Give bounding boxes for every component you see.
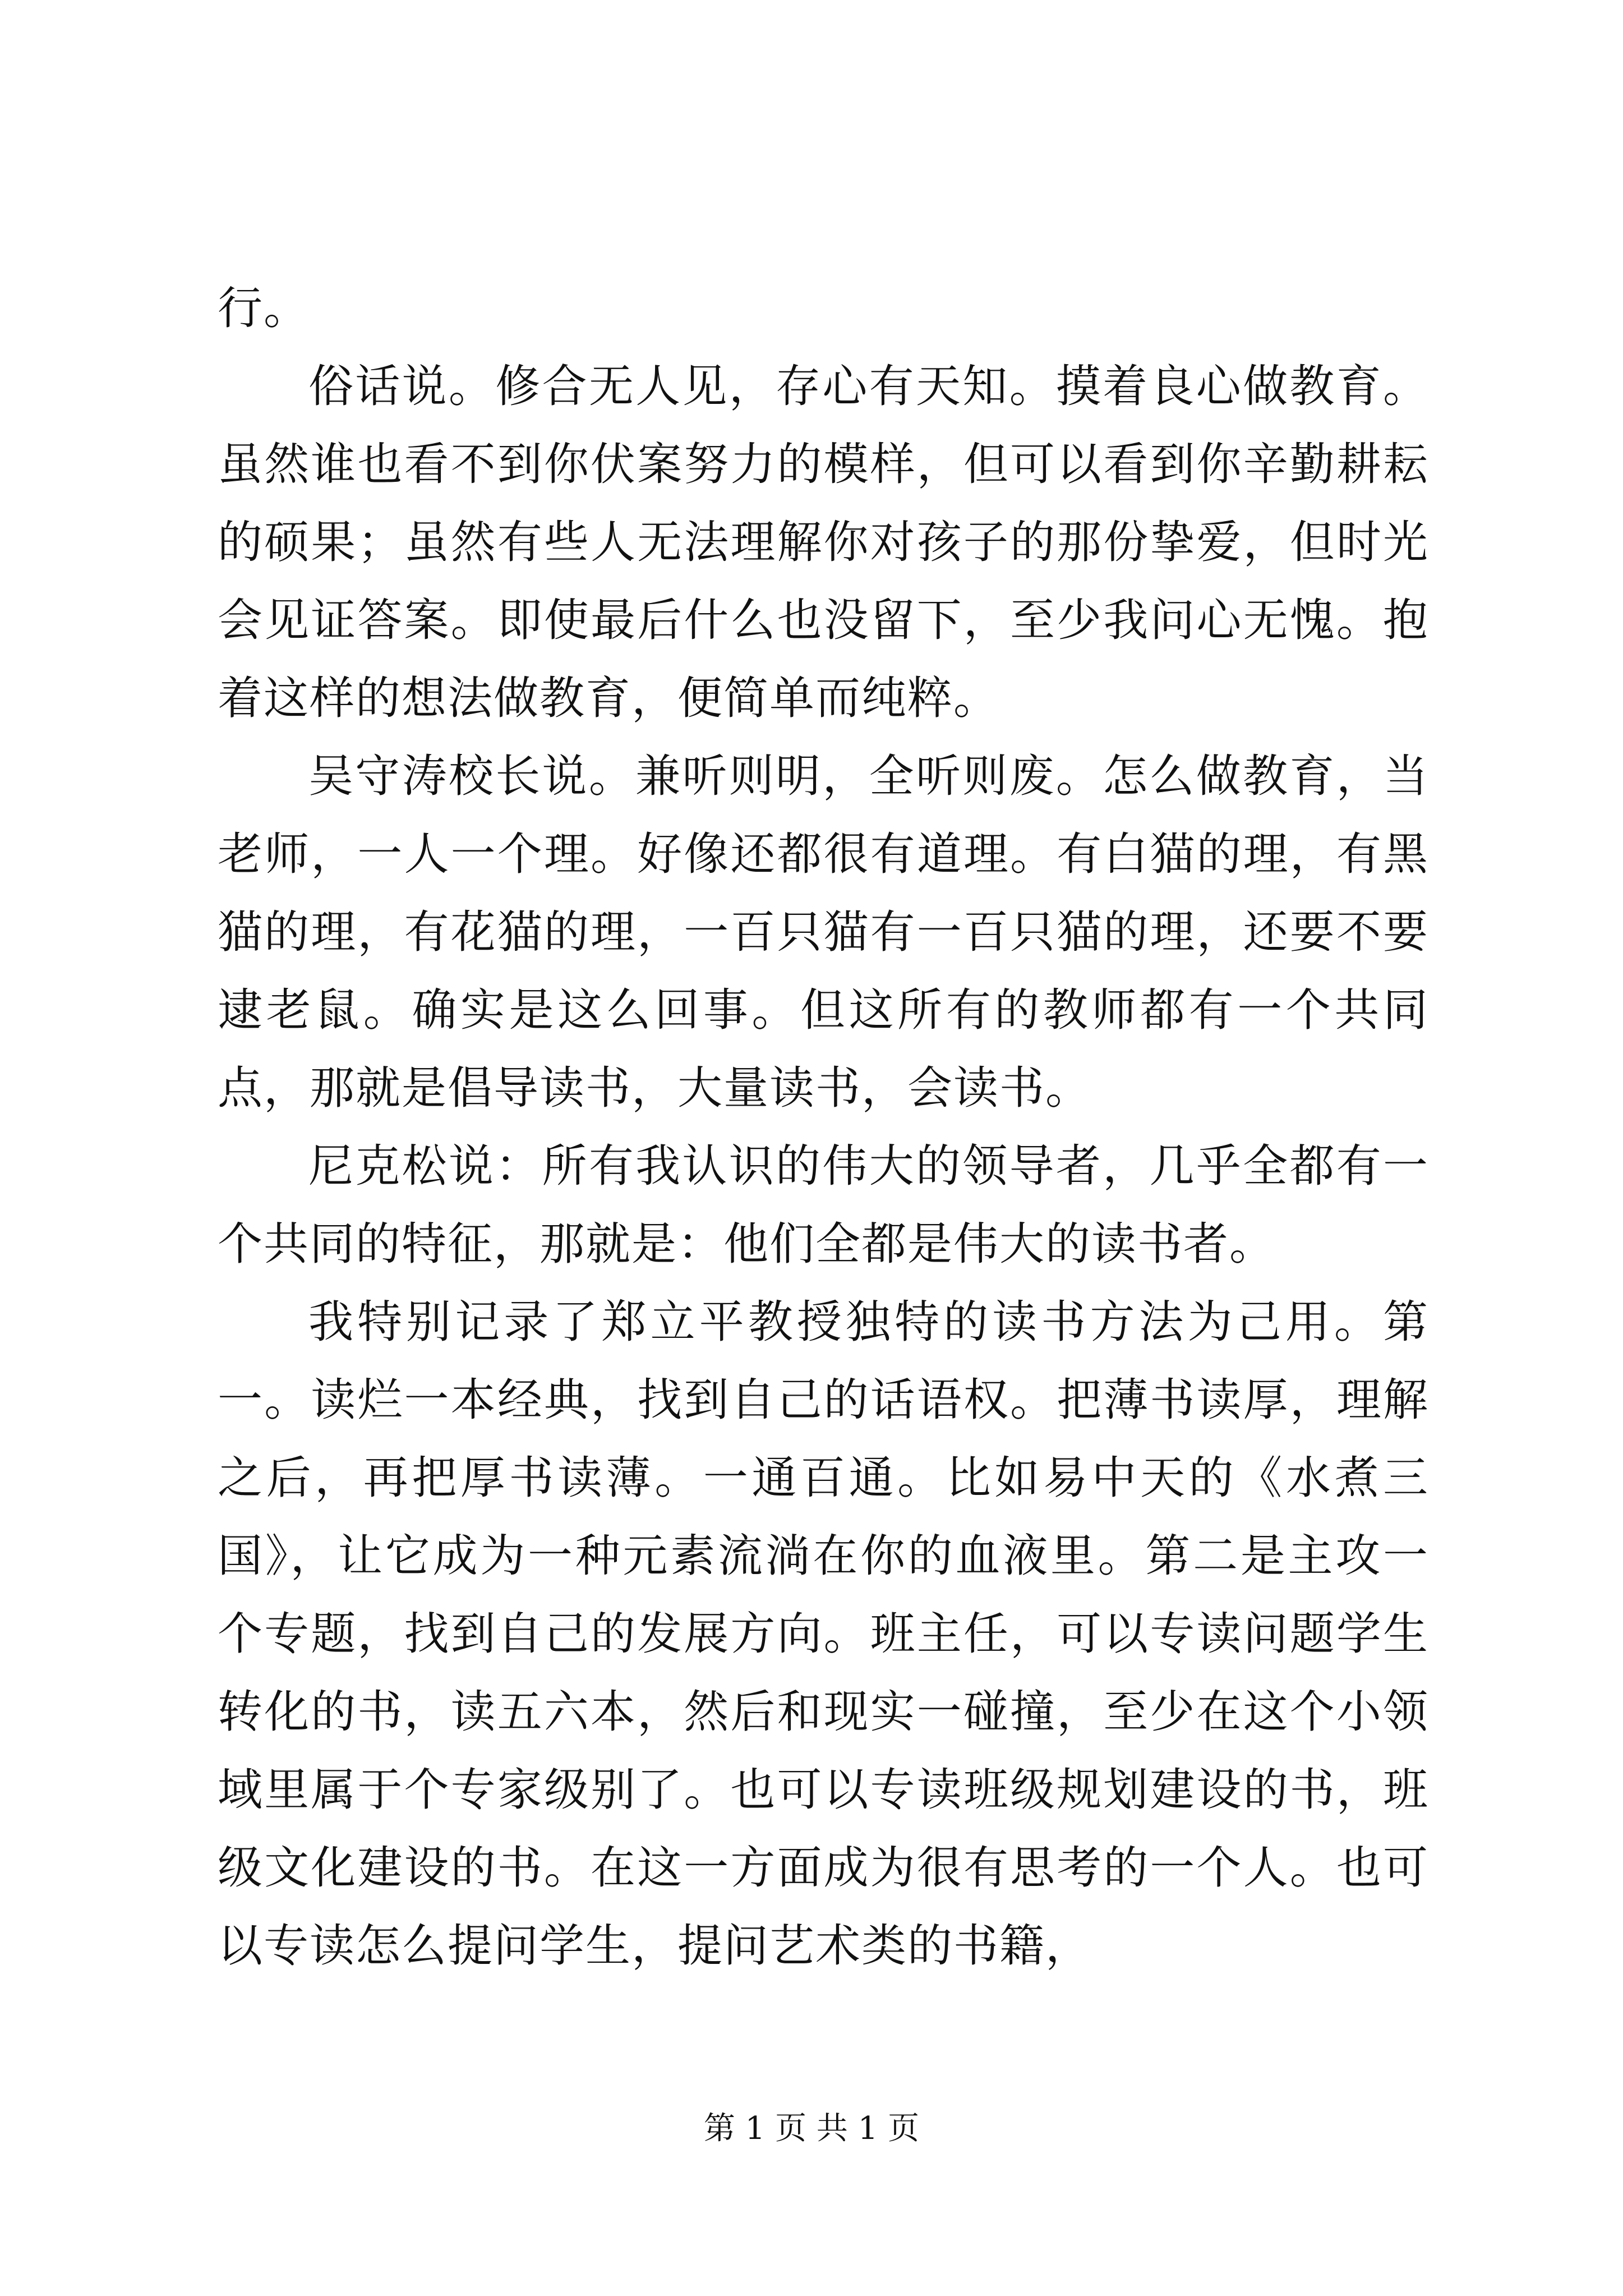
paragraph-3: 吴守涛校长说。兼听则明，全听则废。怎么做教育，当老师，一人一个理。好像还都很有道理。有白猫的理，有黑猫的理，有花猫的理，一百只猫有一百只猫的理，还要不要逮老鼠。确实是这么回事。但这所有的教师都有一个共同点，那就是倡导读书，大量读书，会读书。 bbox=[218, 750, 1429, 1114]
page-number-footer: 第 1 页 共 1 页 bbox=[703, 2110, 920, 2147]
paragraph-2: 俗话说。修合无人见，存心有天知。摸着良心做教育。虽然谁也看不到你伏案努力的模样，但可以看到你辛勤耕耘的硕果；虽然有些人无法理解你对孩子的那份挚爱，但时光会见证答案。即使最后什么也没留下，至少我问心无愧。抱着这样的想法做教育，便简单而纯粹。 bbox=[218, 360, 1429, 724]
document-body bbox=[218, 269, 1429, 1985]
paragraph-4: 尼克松说：所有我认识的伟大的领导者，几乎全都有一个共同的特征，那就是：他们全都是伟大的读书者。 bbox=[218, 1140, 1429, 1270]
paragraph-1: 行。 bbox=[218, 282, 310, 334]
paragraph-5: 我特别记录了郑立平教授独特的读书方法为己用。第一。读烂一本经典，找到自己的话语权。把薄书读厚，理解之后，再把厚书读薄。一通百通。比如易中天的《水煮三国》，让它成为一种元素流淌在你的血液里。第二是主攻一个专题，找到自己的发展方向。班主任，可以专读问题学生转化的书，读五六本，然后和现实一碰撞，至少在这个小领域里属于个专家级别了。也可以专读班级规划建设的书，班级文化建设的书。在这一方面成为很有思考的一个人。也可以专读怎么提问学生，提问艺术类的书籍， bbox=[218, 1296, 1429, 1972]
